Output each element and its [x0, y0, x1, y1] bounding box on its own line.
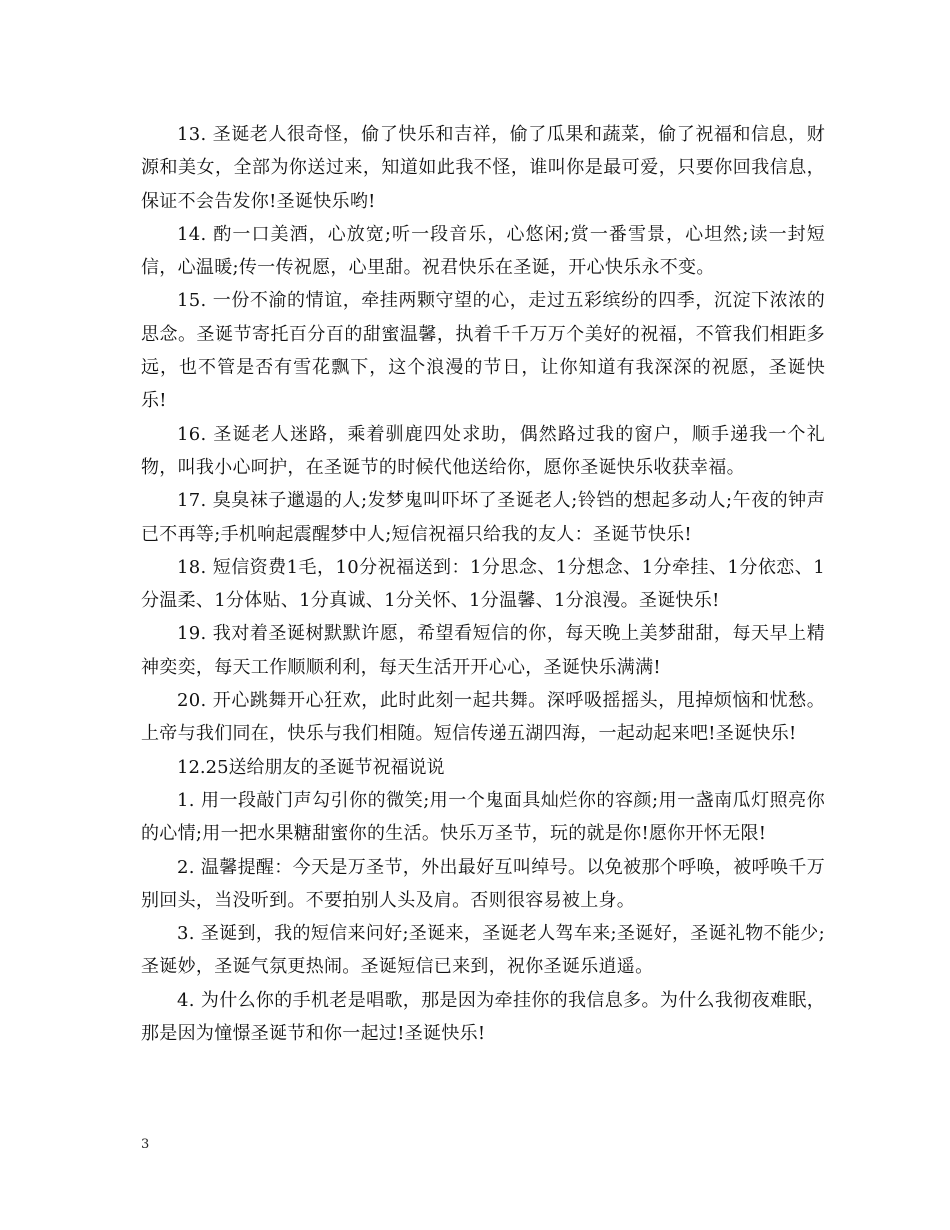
- paragraph-13: 13. 圣诞老人很奇怪，偷了快乐和吉祥，偷了瓜果和蔬菜，偷了祝福和信息，财源和美女，全部为你送过来，知道如此我不怪，谁叫你是最可爱，只要你回我信息，保证不会告发你!圣诞快乐哟!: [141, 124, 825, 212]
- paragraph-16: 16. 圣诞老人迷路，乘着驯鹿四处求助，偶然路过我的窗户，顺手递我一个礼物，叫我小心呵护，在圣诞节的时候代他送给你，愿你圣诞快乐收获幸福。: [141, 423, 825, 478]
- paragraph-4: 4. 为什么你的手机老是唱歌，那是因为牵挂你的我信息多。为什么我彻夜难眠，那是因为憧憬圣诞节和你一起过!圣诞快乐!: [141, 989, 825, 1045]
- paragraph-17: 17. 臭臭袜子邋遢的人;发梦鬼叫吓坏了圣诞老人;铃铛的想起多动人;午夜的钟声已不再等;手机响起震醒梦中人;短信祝福只给我的友人：圣诞节快乐!: [141, 490, 825, 545]
- paragraph-18: 18. 短信资费1毛，10分祝福送到：1分思念、1分想念、1分牵挂、1分依恋、1分温柔、1分体贴、1分真诚、1分关怀、1分温馨、1分浪漫。圣诞快乐!: [141, 556, 825, 612]
- paragraph-19: 19. 我对着圣诞树默默许愿，希望看短信的你，每天晚上美梦甜甜，每天早上精神奕奕，每天工作顺顺利利，每天生活开开心心，圣诞快乐满满!: [141, 623, 825, 678]
- paragraph-2: 2. 温馨提醒：今天是万圣节，外出最好互叫绰号。以免被那个呼唤，被呼唤千万别回头，当没听到。不要拍别人头及肩。否则很容易被上身。: [141, 856, 825, 911]
- paragraph-20: 20. 开心跳舞开心狂欢，此时此刻一起共舞。深呼吸摇摇头，甩掉烦恼和忧愁。上帝与我们同在，快乐与我们相随。短信传递五湖四海，一起动起来吧!圣诞快乐!: [141, 690, 825, 745]
- paragraph-15: 15. 一份不渝的情谊，牵挂两颗守望的心，走过五彩缤纷的四季，沉淀下浓浓的思念。圣诞节寄托百分百的甜蜜温馨，执着千千万万个美好的祝福，不管我们相距多远，也不管是否有雪花飘下，这个浪漫的节日，让你知道有我深深的祝愿，圣诞快乐!: [141, 290, 825, 412]
- page-number: 3: [141, 1137, 150, 1152]
- section-heading: 12.25送给朋友的圣诞节祝福说说: [177, 756, 445, 778]
- paragraph-3: 3. 圣诞到，我的短信来问好;圣诞来，圣诞老人驾车来;圣诞好，圣诞礼物不能少;圣诞妙，圣诞气氛更热闹。圣诞短信已来到，祝你圣诞乐逍遥。: [141, 923, 825, 978]
- paragraph-14: 14. 酌一口美酒，心放宽;听一段音乐，心悠闲;赏一番雪景，心坦然;读一封短信，心温暖;传一传祝愿，心里甜。祝君快乐在圣诞，开心快乐永不变。: [141, 223, 825, 279]
- document-body: [141, 118, 825, 1050]
- paragraph-1: 1. 用一段敲门声勾引你的微笑;用一个鬼面具灿烂你的容颜;用一盏南瓜灯照亮你的心情;用一把水果糖甜蜜你的生活。快乐万圣节，玩的就是你!愿你开怀无限!: [141, 789, 825, 845]
